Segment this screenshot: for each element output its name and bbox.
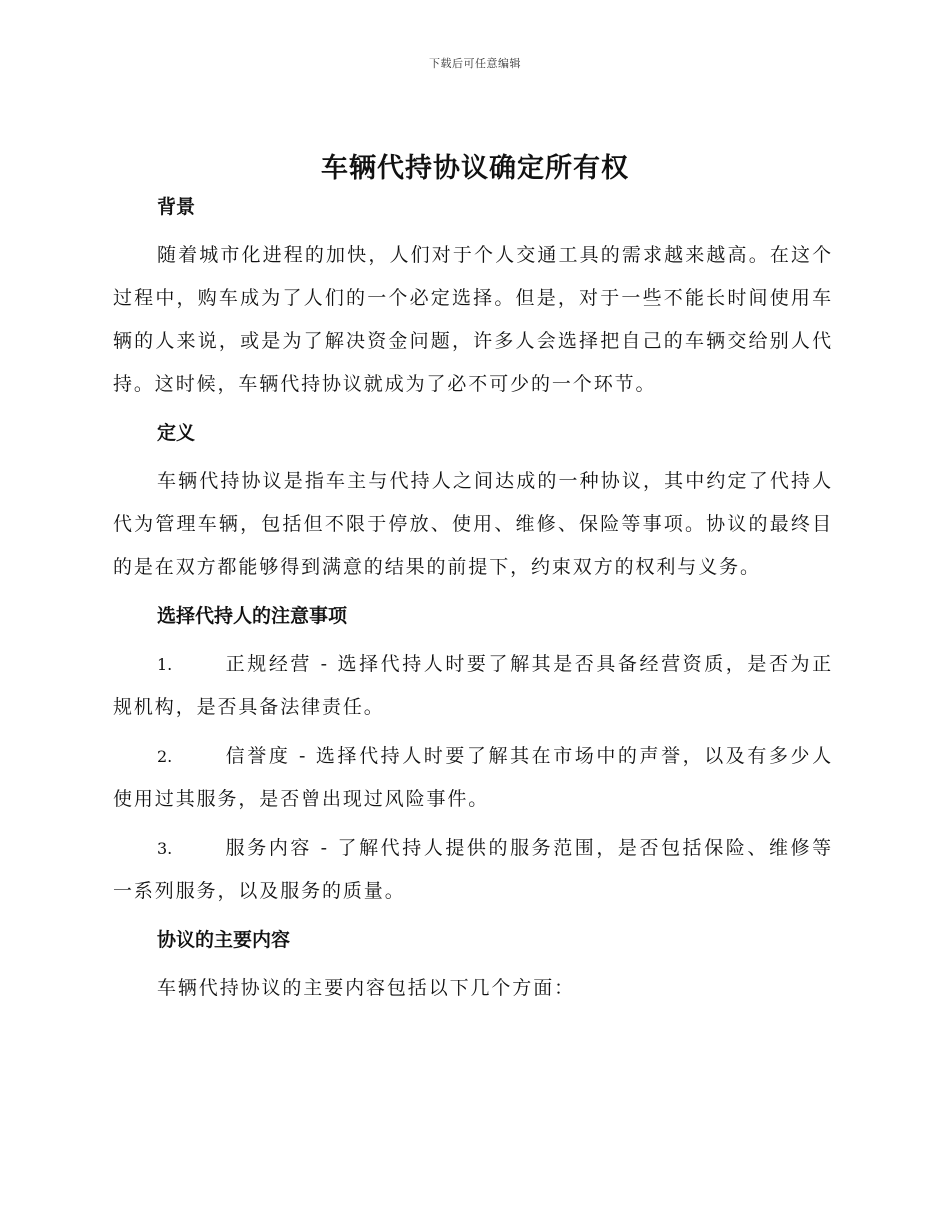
paragraph-background: 随着城市化进程的加快，人们对于个人交通工具的需求越来越高。在这个过程中，购车成为了人们的一个必定选择。但是，对于一些不能长时间使用车辆的人来说，或是为了解决资金问题，许多人会选择把自己的车辆交给别人代持。这时候，车辆代持协议就成为了必不可少的一个环节。 (113, 244, 833, 395)
list-item-number: 2. (157, 747, 173, 766)
list-item-number: 1. (157, 655, 173, 674)
list-item (113, 735, 833, 821)
section-heading-main-content: 协议的主要内容 (157, 929, 291, 951)
document-title: 车辆代持协议确定所有权 (321, 153, 629, 184)
section-heading-selection: 选择代持人的注意事项 (157, 605, 348, 627)
paragraph-definition: 车辆代持协议是指车主与代持人之间达成的一种协议，其中约定了代持人代为管理车辆，包括但不限于停放、使用、维修、保险等事项。协议的最终目的是在双方都能够得到满意的结果的前提下，约束双方的权利与义务。 (113, 470, 833, 578)
list-item-number: 3. (157, 839, 173, 858)
section-heading-definition: 定义 (157, 422, 196, 444)
list-item (113, 643, 833, 729)
paragraph-main-content: 车辆代持协议的主要内容包括以下几个方面： (157, 977, 576, 999)
list-item (113, 827, 833, 913)
list-item-text: 服务内容 - 了解代持人提供的服务范围，是否包括保险、维修等一系列服务，以及服务的质量。 (113, 837, 833, 902)
header-note: 下载后可任意编辑 (429, 57, 521, 70)
list-item-text: 正规经营 - 选择代持人时要了解其是否具备经营资质，是否为正规机构，是否具备法律责任。 (113, 653, 833, 718)
section-heading-background: 背景 (157, 196, 196, 218)
document-body (113, 186, 833, 1016)
list-item-text: 信誉度 - 选择代持人时要了解其在市场中的声誉，以及有多少人使用过其服务，是否曾出现过风险事件。 (113, 745, 833, 810)
